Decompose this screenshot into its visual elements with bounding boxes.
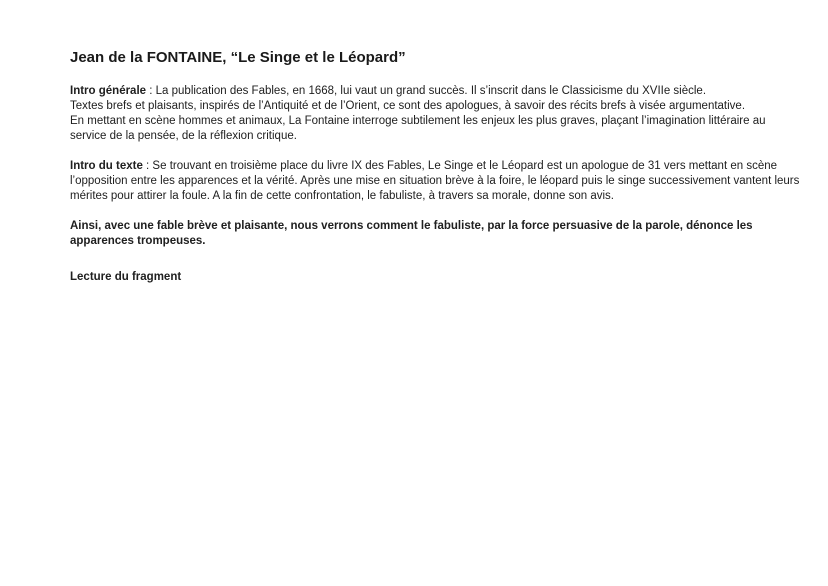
thesis-line-1: Ainsi, avec une fable brève et plaisante, nous verrons comment le fabuliste, par la force persuasive de la parole, dénonce les	[70, 220, 753, 232]
intro-texte-line-1	[70, 159, 778, 174]
intro-generale-label: Intro générale	[70, 85, 147, 97]
intro-texte-line-2: l’opposition entre les apparences et la vérité. Après une mise en situation brève à la foire, le léopard puis le singe successivement vantent leurs	[70, 175, 800, 187]
paragraph-intro-texte	[70, 159, 800, 204]
thesis-line-2: apparences trompeuses.	[70, 235, 206, 247]
intro-texte-line-1-text: : Se trouvant en troisième place du livre IX des Fables, Le Singe et le Léopard est un apologue de 31 vers mettant en scène	[142, 160, 778, 172]
paragraph-thesis	[70, 219, 760, 249]
intro-generale-line-1-text: : La publication des Fables, en 1668, lui vaut un grand succès. Il s’inscrit dans le Classicisme du XVIIe siècle.	[146, 85, 707, 97]
intro-generale-line-1	[70, 84, 760, 99]
intro-generale-line-2: Textes brefs et plaisants, inspirés de l’Antiquité et de l’Orient, ce sont des apologues, à savoir des récits brefs à visée argumentative.	[70, 100, 746, 112]
intro-texte-line-3: mérites pour attirer la foule. A la fin de cette confrontation, le fabuliste, à travers sa morale, donne son avis.	[70, 190, 614, 202]
intro-generale-line-4: service de la pensée, de la réflexion critique.	[70, 130, 297, 142]
document-title: Jean de la FONTAINE, “Le Singe et le Léopard”	[70, 49, 406, 66]
intro-texte-label: Intro du texte	[70, 160, 143, 172]
intro-generale-line-3: En mettant en scène hommes et animaux, La Fontaine interroge subtilement les enjeux les plus graves, plaçant l’imagination littéraire au	[70, 115, 766, 127]
lecture-du-fragment-heading: Lecture du fragment	[70, 271, 182, 283]
paragraph-intro-generale	[70, 84, 766, 144]
